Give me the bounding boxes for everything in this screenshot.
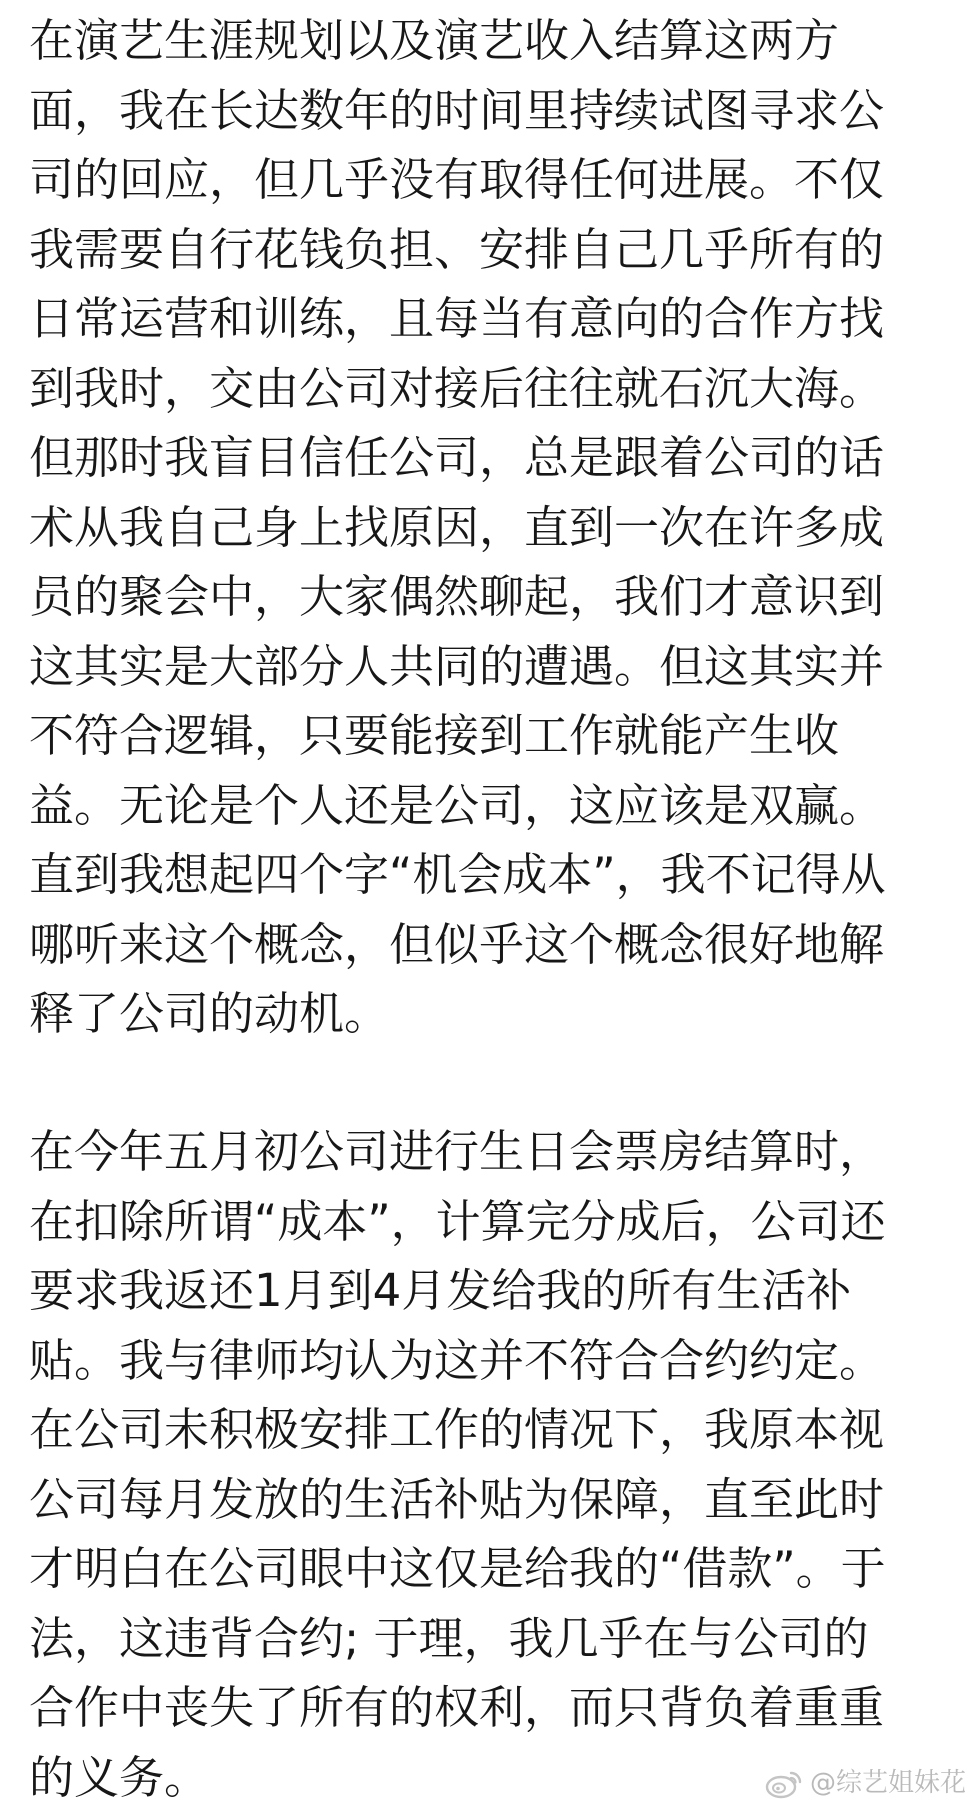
text-line: 要求我返还1月到4月发给我的所有生活补 bbox=[29, 1256, 969, 1326]
weibo-watermark bbox=[764, 1766, 966, 1800]
paragraph-1 bbox=[29, 6, 969, 1049]
text-line: 的义务。 bbox=[29, 1743, 969, 1812]
text-line: 到我时，交由公司对接后往往就石沉大海。 bbox=[29, 354, 969, 424]
text-line: 日常运营和训练，且每当有意向的合作方找 bbox=[29, 284, 969, 354]
text-line: 益。无论是个人还是公司，这应该是双赢。 bbox=[29, 771, 969, 841]
text-line: 这其实是大部分人共同的遭遇。但这其实并 bbox=[29, 632, 969, 702]
paragraph-2 bbox=[29, 1117, 969, 1812]
watermark-text: @综艺姐妹花 bbox=[810, 1766, 966, 1800]
text-line: 在扣除所谓“成本”，计算完分成后，公司还 bbox=[29, 1187, 969, 1257]
text-line: 在今年五月初公司进行生日会票房结算时， bbox=[29, 1117, 969, 1187]
text-line: 释了公司的动机。 bbox=[29, 979, 969, 1049]
text-line: 才明白在公司眼中这仅是给我的“借款”。于 bbox=[29, 1534, 969, 1604]
text-line: 不符合逻辑，只要能接到工作就能产生收 bbox=[29, 701, 969, 771]
text-line: 术从我自己身上找原因，直到一次在许多成 bbox=[29, 493, 969, 563]
text-line: 员的聚会中，大家偶然聊起，我们才意识到 bbox=[29, 562, 969, 632]
text-line: 公司每月发放的生活补贴为保障，直至此时 bbox=[29, 1465, 969, 1535]
text-line: 但那时我盲目信任公司，总是跟着公司的话 bbox=[29, 423, 969, 493]
text-line: 法，这违背合约; 于理，我几乎在与公司的 bbox=[29, 1604, 969, 1674]
text-line: 面，我在长达数年的时间里持续试图寻求公 bbox=[29, 76, 969, 146]
text-line: 司的回应，但几乎没有取得任何进展。不仅 bbox=[29, 145, 969, 215]
text-line: 哪听来这个概念，但似乎这个概念很好地解 bbox=[29, 910, 969, 980]
text-line: 在公司未积极安排工作的情况下，我原本视 bbox=[29, 1395, 969, 1465]
weibo-icon bbox=[764, 1767, 804, 1799]
text-line: 在演艺生涯规划以及演艺收入结算这两方 bbox=[29, 6, 969, 76]
text-line: 直到我想起四个字“机会成本”，我不记得从 bbox=[29, 840, 969, 910]
text-line: 我需要自行花钱负担、安排自己几乎所有的 bbox=[29, 215, 969, 285]
text-line: 贴。我与律师均认为这并不符合合约约定。 bbox=[29, 1326, 969, 1396]
text-line: 合作中丧失了所有的权利，而只背负着重重 bbox=[29, 1673, 969, 1743]
